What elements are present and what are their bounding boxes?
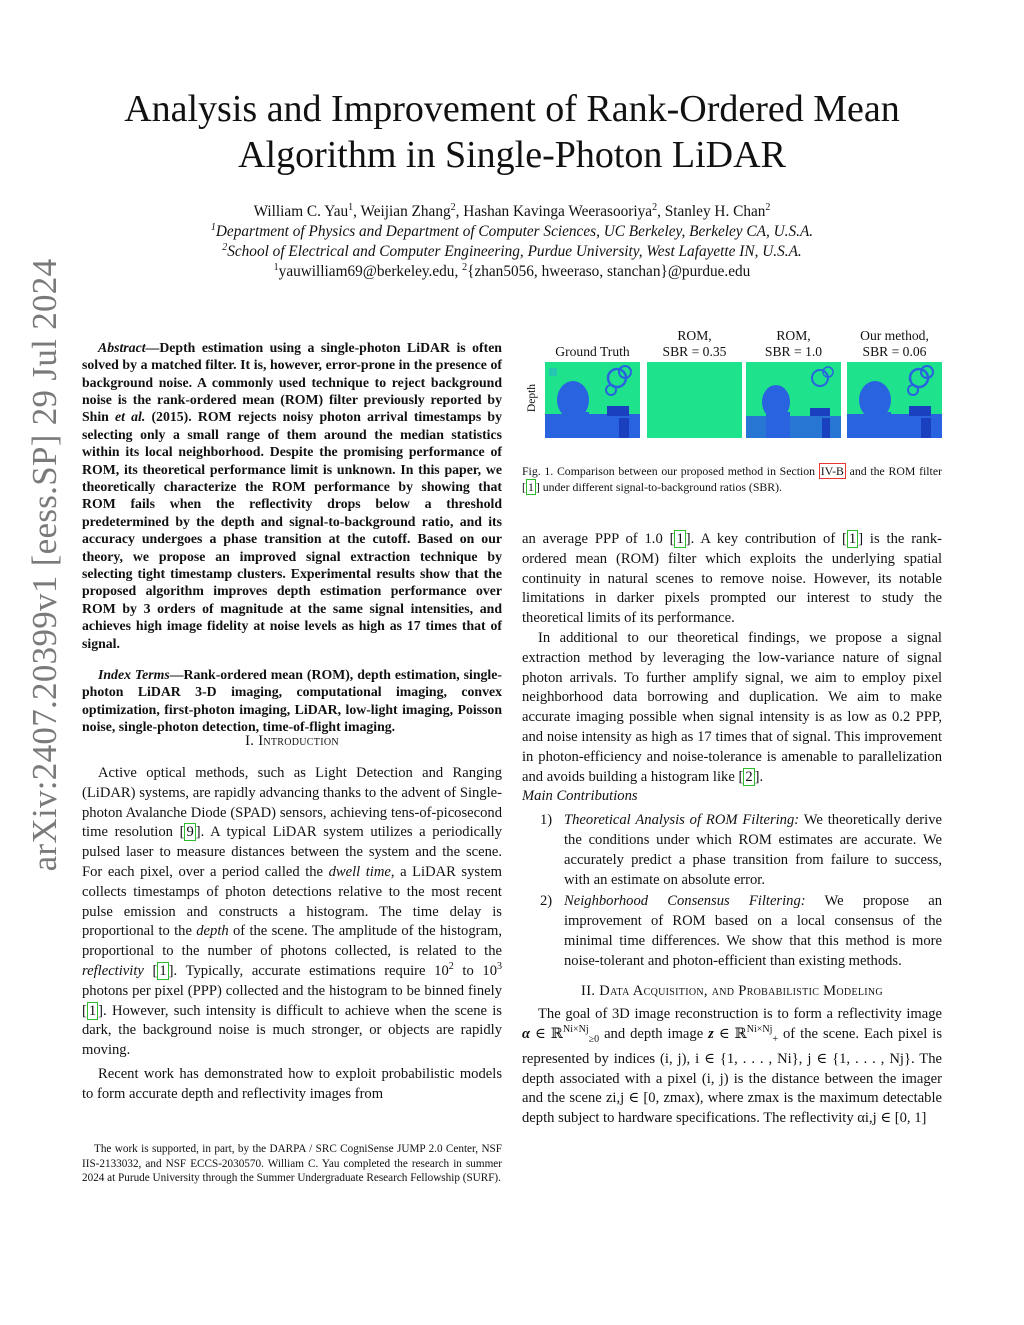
text-run: of the scene. The amplitude of the histogram, proportional to the number of photons collected, is related to the <box>82 923 502 960</box>
panel-title-line: ROM, <box>776 328 811 343</box>
panel-title-line: SBR = 0.35 <box>662 344 727 359</box>
title-line-2: Algorithm in Single-Photon LiDAR <box>238 134 786 176</box>
text-run: The goal of 3D image reconstruction is to form a reflectivity image <box>538 1006 942 1023</box>
paper-title <box>60 86 964 178</box>
contribution-text: We theoretically derive the conditions under which ROM estimates are accurate. We accurately predict a phase transition from failure to success, with an estimate on absolute error. <box>564 812 942 888</box>
panel-ground-truth-image <box>545 362 640 438</box>
panel-our-method-image <box>847 362 942 438</box>
math-superscript: Ni×Nj <box>562 1024 589 1036</box>
panel-title-line: SBR = 0.06 <box>862 344 927 359</box>
text-run: . A key contribution of <box>690 531 843 547</box>
index-terms-label: Index Terms <box>98 666 170 682</box>
text-run: In additional to our theoretical findings, we propose a signal extraction method by leveraging the low-variance nature of signal photon arrivals. To further amplify signal, we aim to employ pixel neighborhood data borrowing and duplication. We aim to make accurate imaging possible when signal intensity is as low as 0.2 PPP, and noise intensity as high as 17 times that of signal. This improvement in photon-efficiency and noise-tolerance is amenable to parallelization and avoids building a histogram like <box>522 629 942 785</box>
text-run: , a LiDAR system collects timestamps of photon detections relative to the most recent pulse emission and constructs a histogram. The time delay is proportional to the <box>82 863 502 940</box>
figure-y-axis <box>523 362 541 438</box>
contribution-head: Neighborhood Consensus Filtering: <box>564 893 806 910</box>
text-run: and the ROM filter <box>845 464 943 478</box>
abstract-paragraph <box>82 339 502 652</box>
email-1-sup: 1 <box>273 261 279 273</box>
contribution-head: Theoretical Analysis of ROM Filtering: <box>564 812 800 829</box>
panel-title-line <box>545 328 640 344</box>
emphasis: reflectivity <box>82 962 144 979</box>
author-sep: , <box>455 203 464 220</box>
panel-title-line: SBR = 1.0 <box>764 344 823 359</box>
index-terms <box>82 666 502 736</box>
arxiv-identifier: arXiv:2407.20399v1 [eess.SP] 29 Jul 2024 <box>25 258 64 872</box>
email-1: yauwilliam69@berkeley.edu, <box>278 263 459 280</box>
affiliation-1 <box>60 222 964 242</box>
author-1: William C. Yau <box>253 203 349 220</box>
author-block <box>60 202 964 282</box>
footnote <box>82 1142 502 1186</box>
figure-caption: Fig. 1. Comparison between our proposed method in Section IV-B and the ROM filter [ 1 ] under different signal-to-background ratios (SBR). <box>522 464 943 494</box>
abstract-label: Abstract <box>98 339 146 355</box>
abstract-text-b: (2015). ROM rejects noisy photon arrival timestamps by selecting only a small range of them around the median statistics within its local neighborhood. Despite the promising performance of ROM, its theoretical performance limit is unknown. In this paper, we theoretically characterize the ROM performance by showing that ROM fails when the reflectivity drops below a threshold predetermined by the depth and signal-to-background ratio, and its accuracy undergoes a phase transition at the cutoff. Based on our theory, we propose an improved signal extraction technique by selecting tight timestamp clusters. Experimental results show that the proposed algorithm improves depth estimation performance over ROM by 3 orders of magnitude at the same signal intensities, and achieves high image fidelity at noise levels as high as 17 times that of signal. <box>82 409 502 651</box>
contribution-text: We propose an improvement of ROM based on a local consensus of the minimal time differences. We show that this method is more noise-tolerant and photon-efficient than existing methods. <box>564 893 942 969</box>
section-title: Data Acquisition, and Probabilistic Modeling <box>599 982 883 999</box>
main-contributions-heading: Main Contributions <box>522 788 638 805</box>
list-number: 2) <box>540 893 553 910</box>
text-run: Recent work has demonstrated how to exploit probabilistic models to form accurate depth and reflectivity images from <box>82 1065 502 1102</box>
panel-rom-sbr035-image <box>647 362 742 438</box>
author-emails <box>60 262 964 282</box>
rom-low-sbr-depth-map <box>647 362 742 438</box>
panel-title-4 <box>847 328 942 360</box>
text-run: to 10 <box>453 962 497 979</box>
author-sep: , <box>657 203 665 220</box>
funding-note: The work is supported, in part, by the DARPA / SRC CogniSense JUMP 2.0 Center, NSF IIS-2133032, and NSF ECCS-2030570. William C. Yau completed the research in summer 2024 at Purude University through the Summer Undergraduate Research Fellowship (SURF). <box>82 1143 502 1185</box>
panel-rom-sbr1-image <box>746 362 841 438</box>
affiliation-2 <box>60 242 964 262</box>
author-3-sup: 2 <box>652 201 658 213</box>
math-symbol: z <box>708 1026 714 1043</box>
text-run: . <box>759 768 764 785</box>
text-run: an average PPP of 1.0 <box>522 531 670 547</box>
index-terms-text: —Rank-ordered mean (ROM), depth estimation, single-photon LiDAR 3-D imaging, computational imaging, convex optimization, first-photon imaging, LiDAR, low-light imaging, Poisson noise, single-photon detection, time-of-flight imaging. <box>82 666 502 735</box>
text-run: photons per pixel (PPP) collected and the histogram to be binned finely <box>82 982 502 999</box>
contribution-item-2 <box>522 892 942 971</box>
title-line-1: Analysis and Improvement of Rank-Ordered Mean <box>124 88 900 130</box>
affil-2-sup: 2 <box>222 241 228 253</box>
intro-paragraph-1: Active optical methods, such as Light Detection and Ranging (LiDAR) systems, are rapidly advancing thanks to the advent of Single-photon Avalanche Diode (SPAD) sensors, achieving tens-of-picosecond time resolution [ 9 ]. A typical LiDAR system utilizes a periodically pulsed laser to measure distances between the system and the scene. For each pixel, over a period called the dwell time, a LiDAR system collects timestamps of photon detections relative to the most recent pulse emission and constructs a histogram. The time delay is proportional to the depth of the scene. The amplitude of the histogram, proportional to the number of photons collected, is related to the reflectivity [ 1 ]. Typically, accurate estimations require $10^2$ to $10^3$ photons per pixel (PPP) collected and the histogram to be binned finely [ 1 ]. However, such intensity is difficult to achieve when the scene is dark, the background noise is much stronger, or objects are rapidly moving. <box>82 765 502 1059</box>
affil-2-text: School of Electrical and Computer Engineering, Purdue University, West Lafayette IN, U.S.A. <box>227 243 802 260</box>
intro-text <box>82 764 502 1105</box>
author-2: Weijian Zhang <box>360 203 451 220</box>
our-method-depth-map <box>847 362 942 438</box>
citation-link[interactable]: 1 <box>88 1002 97 1019</box>
section-reference-link[interactable]: IV-B <box>820 464 844 478</box>
contribution-item-1 <box>522 811 942 890</box>
author-1-sup: 1 <box>348 201 354 213</box>
text-run: under different signal-to-background ratios (SBR). <box>539 480 782 494</box>
text-run: Fig. 1. Comparison between our proposed method in Section <box>522 464 819 478</box>
text-run: is the rank-ordered mean (ROM) filter which exploits the underlying spatial continuity in natural scenes to remove noise. However, its notable limitations in darker pixels prompted our interest to study the theoretical limits of its performance. <box>522 531 942 627</box>
section-heading-data-acquisition <box>522 982 942 1002</box>
author-sep: , <box>353 203 361 220</box>
math-superscript: Ni×Nj <box>746 1024 773 1036</box>
abstract <box>82 325 502 749</box>
author-names <box>60 202 964 222</box>
citation-link[interactable]: 9 <box>186 824 194 841</box>
text-run: . A typical LiDAR system utilizes a periodically pulsed laser to measure distances between the system and the scene. For each pixel, over a period called the <box>82 824 502 880</box>
intro-paragraph-2 <box>82 1065 502 1105</box>
abstract-text-a: —Depth estimation using a single-photon LiDAR is often solved by a matched filter. It is, however, error-prone in the presence of background noise. A commonly used technique to reject background noise is the rank-ordered mean (ROM) filter previously reported by Shin <box>82 339 502 425</box>
email-2-sup: 2 <box>462 261 468 273</box>
section-title: Introduction <box>258 733 339 749</box>
exponent: 3 <box>497 961 502 973</box>
author-4-sup: 2 <box>765 201 771 213</box>
affil-1-sup: 1 <box>210 221 216 233</box>
emphasis: dwell time <box>328 863 391 880</box>
section-heading-intro <box>82 733 502 750</box>
math-subscript: + <box>772 1034 779 1046</box>
author-2-sup: 2 <box>450 201 456 213</box>
ground-truth-depth-map <box>545 362 640 438</box>
citation-link[interactable]: 1 <box>848 531 857 547</box>
section2-paragraph <box>522 1005 942 1129</box>
citation-link[interactable]: 1 <box>159 962 167 979</box>
citation-link[interactable]: 1 <box>527 480 534 494</box>
emphasis: depth <box>196 923 229 940</box>
text-run: and depth image <box>599 1026 709 1043</box>
panel-title-line: Ground Truth <box>555 344 630 359</box>
text-run: . Typically, accurate estimations require 10 <box>173 962 449 979</box>
section-number: II. <box>581 982 596 999</box>
text-run: Active optical methods, such as Light Detection and Ranging (LiDAR) systems, are rapidly advancing thanks to the advent of Single-photon Avalanche Diode (SPAD) sensors, achieving tens-of-picosecond time resolution <box>82 765 502 841</box>
section-number: I. <box>245 733 255 749</box>
text-run: ∈ ℝ <box>530 1026 563 1043</box>
exponent: 2 <box>448 961 454 973</box>
right-paragraph-2: In additional to our theoretical findings, we propose a signal extraction method by leveraging the low-variance nature of signal photon arrivals. To further amplify signal, we aim to employ pixel neighborhood data borrowing and duplication. We aim to make accurate imaging possible when signal intensity is as low as 0.2 PPP, and noise intensity as high as 17 times that of signal. This improvement in photon-efficiency and noise-tolerance is amenable to parallelization and avoids building a histogram like [ 2 ]. <box>522 629 942 785</box>
email-2: {zhan5056, hweeraso, stanchan}@purdue.edu <box>467 263 751 280</box>
text-run: . However, such intensity is difficult to achieve when the scene is dark, the background noise is much stronger, or objects are rapidly moving. <box>82 1002 502 1059</box>
affil-1-text: Department of Physics and Department of Computer Sciences, UC Berkeley, Berkeley CA, U.S.A. <box>215 223 814 240</box>
rom-sbr1-depth-map <box>746 362 841 438</box>
citation-link[interactable]: 2 <box>745 768 753 785</box>
math-subscript: ≥0 <box>588 1034 600 1046</box>
panel-title-2 <box>647 328 742 360</box>
text-run: ∈ ℝ <box>713 1026 747 1043</box>
panel-title-1 <box>545 328 640 360</box>
panel-title-line: ROM, <box>677 328 712 343</box>
panel-title-3 <box>746 328 841 360</box>
text-run: of the scene. Each pixel is represented by indices (i, j), i ∈ {1, . . . , Ni}, j ∈ {1, . . . , Nj}. The depth associated with a pixel (i, j) is the distance between the imager and the scene zi,j ∈ [0, zmax), where zmax is the maximum detectable depth subject to hardware specifications. The reflectivity αi,j ∈ [0, 1] <box>522 1026 943 1127</box>
citation-link[interactable]: 1 <box>676 531 684 547</box>
list-number: 1) <box>540 812 553 829</box>
panel-title-line: Our method, <box>860 328 929 343</box>
math-symbol: α <box>522 1026 531 1043</box>
right-paragraph-1: an average PPP of 1.0 [ 1 ]. A key contribution of [ 1 ] is the rank-ordered mean (ROM) filter which exploits the underlying spatial continuity in natural scenes to remove noise. However, its notable limitations in darker pixels prompted our interest to study the theoretical limits of its performance. <box>522 531 942 627</box>
figure-ylabel: Depth <box>526 383 538 413</box>
abstract-etal: et al. <box>115 409 146 425</box>
author-3: Hashan Kavinga Weerasooriya <box>463 203 653 220</box>
author-4: Stanley H. Chan <box>664 203 766 220</box>
right-column-text <box>522 530 942 1129</box>
